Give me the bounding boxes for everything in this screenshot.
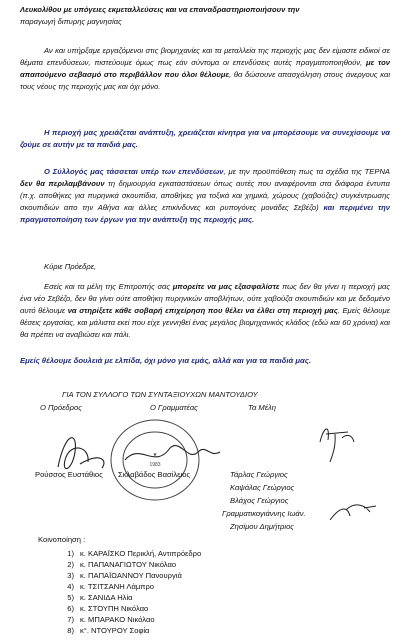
salutation: Κύριε Πρόεδρε, xyxy=(44,262,97,271)
paragraph-investments: Αν και υπήρξαμε εργαζόμενοι στις βιομηχανίες και τα μεταλλεία της περιοχής μας δεν είμαστε ειδικοί σε θέματα επενδύσεων, πιστεύουμε όμως πως εάν σύντομα οι επενδύσεις αυτές πραγματοποιηθούν, με τον απαιτούμενο σεβασμό στο περιβάλλον που όλοι θέλουμε, θα δώσουνε απασχόληση στους άνεργους και τους νέους της περιοχής μας και όχι μόνο. xyxy=(20,46,391,91)
paragraph-request: Εσείς και τα μέλη της Επιτροπής σας μπορείτε να μας εξασφαλίστε πως δεν θα γίνει η περιοχή μας ένα νέο Σεβέζο, δεν θα γίνει ούτε αποθήκη πυρηνικών αποβλήτων, ούτε χαβούζα σκουπιδιών και με δεδομένο αυτό θέλουμε να στηρίξετε κάθε σοβαρή επιχείρηση που θέλει να έλθει στη περιοχή μας. Εμείς θέλουμε θέσεις εργασίας, και μάλιστα εκεί που είχε γεννηθεί ένας μεγάλος βιομηχανικός κλάδος (εδώ και 60 χρόνια) και θα πρέπει να αναβιώσει και πάλι. xyxy=(20,282,391,339)
cc-item: 3) κ. ΠΑΠΑΪΩΑΝΝΟΥ Πανουργιά xyxy=(67,571,182,580)
svg-text:1983: 1983 xyxy=(149,462,161,468)
association-stamp xyxy=(111,420,199,500)
members-title: Τα Μέλη xyxy=(248,403,277,412)
svg-text:★: ★ xyxy=(152,452,158,458)
cc-item: 5) κ. ΣΑΝΙΔΑ Ηλία xyxy=(67,593,133,602)
president-signature xyxy=(58,438,104,469)
signatures-graphic xyxy=(30,412,400,520)
cc-item: 6) κ. ΣΤΟΥΠΗ Νικόλαο xyxy=(67,604,149,613)
intro-paragraph xyxy=(20,4,390,28)
member-name-2: Καψάλας Γεώργιος xyxy=(230,483,295,492)
paragraph-association-position: Ο Σύλλογός μας τάσσεται υπέρ των επενδύσεων, με την προϋπόθεση πως τα σχέδια της ΤΕΡΝΑ δεν θα περιλαμβάνουν τη δημιουργία εγκαταστάσεων όπως αυτές που αναφέρονται στα διάφορα έντυπα (π.χ. αποθήκες για πυρηνικά σκουπίδια, αποθήκες για τοξικά και χημικά, χώρους (χαβούζες) συγκέντρωσης σκουπιδιών απο την Αθήνα και άλλες επικίνδυνες και ρυπογόνες μονάδες Σεβέζο) και περιμένει την πραγματοποίηση των έργων για την ανάπτυξη της περιοχής μας. xyxy=(20,167,390,224)
member-signature-2 xyxy=(330,505,376,520)
cc-item: 4) κ. ΤΣΙΤΣΑΝΗ Λάμπρο xyxy=(67,582,154,591)
member-name-4: Γραμματικογιάννης Ιωάν. xyxy=(222,509,306,518)
closing-statement: Εμείς θέλουμε δουλειά με ελπίδα, όχι μόνο για εμάς, αλλά και για τα παιδιά μας. xyxy=(20,356,311,365)
cc-item: 2) κ. ΠΑΠΑΝΑΓΙΩΤΟΥ Νικόλαο xyxy=(67,560,177,569)
secretary-signature xyxy=(125,446,220,460)
environment-emphasis: με τον απαιτούμενο σεβασμό στο περιβάλλον που όλοι θέλουμε xyxy=(20,58,390,79)
secretary-name: Σκλαβάδος Βασίλειος xyxy=(118,470,191,479)
member-signature-1 xyxy=(320,429,354,462)
cc-item: 1) κ. ΚΑΡΑΪΣΚΟ Περικλή, Αντιπρόεδρο xyxy=(67,549,202,558)
intro-line-1: Λευκολίθου με υπόγειες εκμεταλλεύσεις και να επαναδραστηριοποιήσουν την xyxy=(20,5,300,14)
member-name-5: Ζησίμου Δημήτριος xyxy=(230,522,294,531)
president-title: Ο Πρόεδρος xyxy=(40,403,82,412)
cc-item: 7) κ. ΜΠΑΡΑΚΟ Νικόλαο xyxy=(67,615,155,624)
member-name-3: Βλάχος Γεώργιος xyxy=(230,496,289,505)
paragraph-development: Η περιοχή μας χρειάζεται ανάπτυξη, χρειάζεται κίνητρα για να μπορέσουμε να συνεχίσουμε να ζούμε σε αυτήν με τα παιδιά μας. xyxy=(20,128,390,149)
cc-title: Κοινοποίηση : xyxy=(38,535,86,544)
secretary-title: Ο Γραμματέας xyxy=(150,403,198,412)
intro-line-2: παραγωγή διπυρης μαγνησίας xyxy=(20,17,122,26)
cc-item: 8) κ°. ΝΤΟΥΡΟΥ Σοφία xyxy=(67,626,150,635)
member-name-1: Τάρλας Γεώργιος xyxy=(230,470,288,479)
president-name: Ρούσσος Ευστάθιος xyxy=(35,470,103,479)
org-signature-line: ΓΙΑ ΤΟΝ ΣΥΛΛΟΓΟ ΤΩΝ ΣΥΝΤΑΞΙΟΥΧΩΝ ΜΑΝΤΟΥΔΙΟΥ xyxy=(62,390,258,399)
